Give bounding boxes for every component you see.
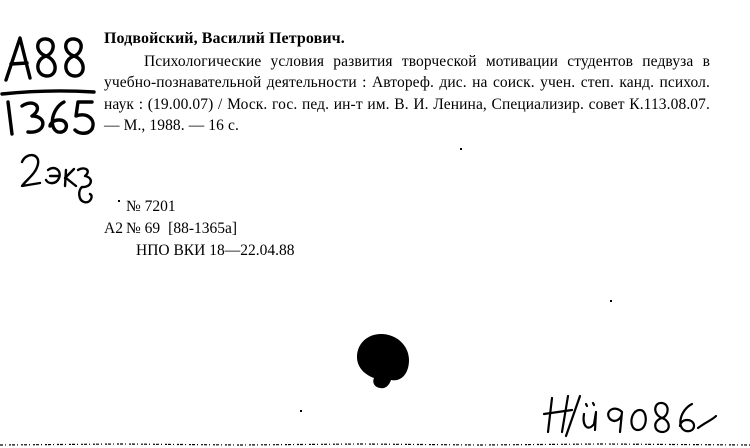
scan-speck: [460, 148, 462, 150]
punch-hole: [355, 332, 411, 390]
issue-number: № 69: [126, 220, 161, 237]
card-bottom-edge: [0, 438, 750, 448]
accession-number: № 7201: [126, 198, 176, 215]
bibliographic-description: Психологические условия развития творческой мотивации студентов педвуза в учебно-познавательной деятельности : Автореф. дис. на соиск. учен. степ. канд. психол. наук : (19.00.07) / Моск. гос. пед. ин-т им. В. И. Ленина, Специализир. совет К.113.08.07. — М., 1988. — 16 с.: [104, 52, 710, 134]
accession-block: [104, 196, 294, 262]
scan-speck: [118, 200, 120, 202]
classification-line: [104, 218, 294, 240]
registry-line: НПО ВКИ 18—22.04.88: [136, 242, 295, 259]
scan-speck: [300, 410, 302, 412]
card-body: [104, 28, 710, 137]
inventory-handwriting: [540, 392, 720, 438]
author-heading: Подвойский, Василий Петрович.: [104, 30, 345, 47]
classification-prefix: А2: [104, 220, 123, 237]
copies-handwriting: [18, 148, 108, 208]
shelf-mark-handwriting: [0, 30, 100, 140]
scan-speck: [610, 300, 612, 302]
record-code: [88-1365а]: [168, 220, 238, 237]
